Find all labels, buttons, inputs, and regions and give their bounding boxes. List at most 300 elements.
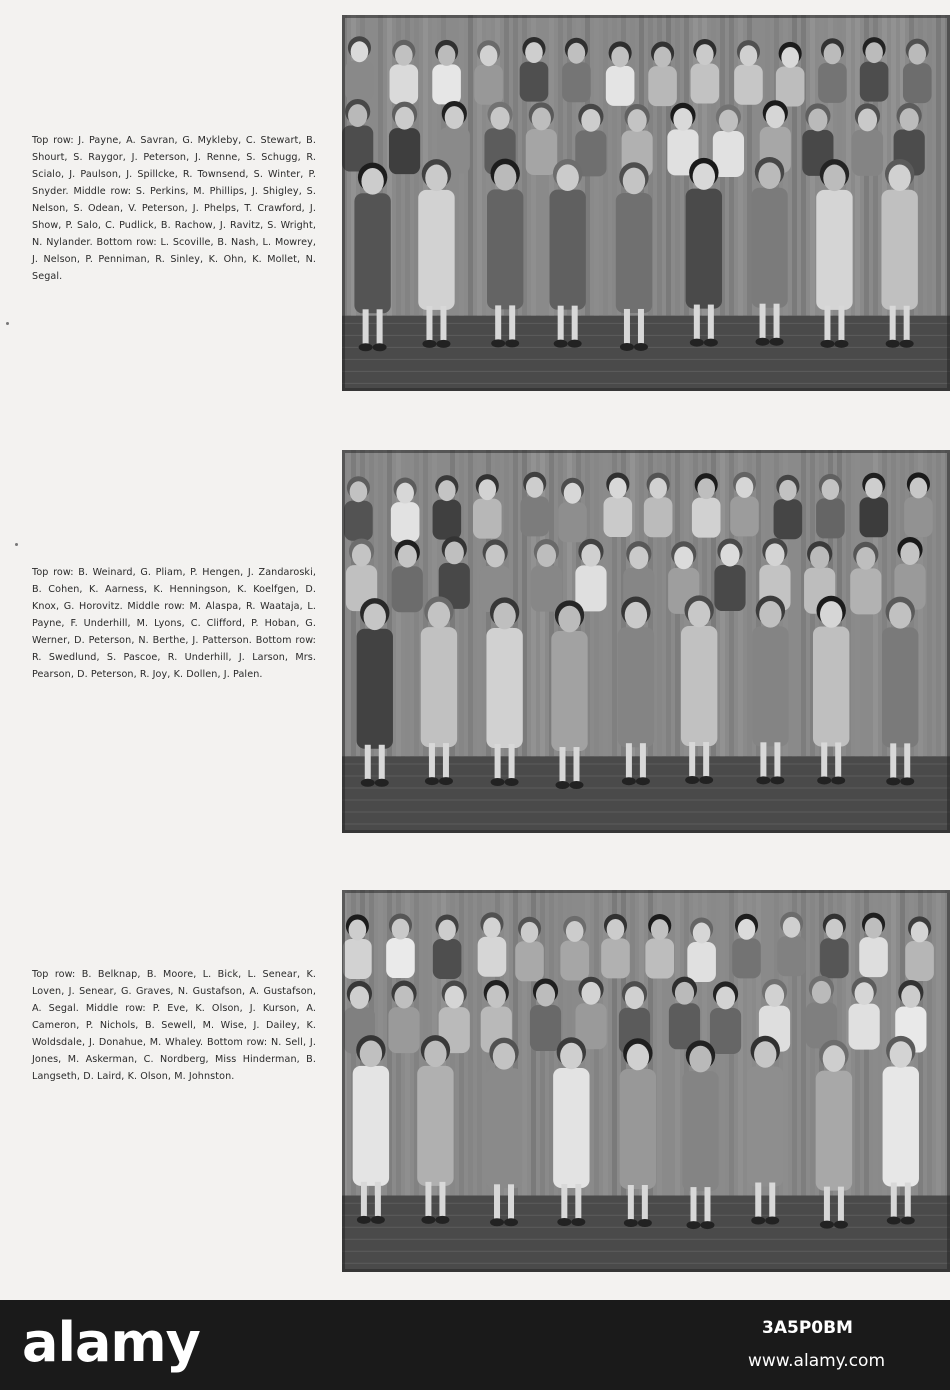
curtain-fold [927,450,932,756]
student-face [888,164,910,191]
student-face [900,542,919,565]
student-clothing [816,1071,852,1191]
student-face [889,602,911,629]
student-clothing [686,189,722,309]
student-shoe [568,340,582,348]
student-shoe [505,778,519,786]
image-id: 3A5P0BM [762,1318,853,1338]
student-face [901,985,920,1008]
student-clothing [681,626,717,746]
student-face [581,982,600,1005]
student-clothing [687,942,716,982]
student-leg [890,743,896,779]
student-leg [760,742,766,778]
student-clothing [644,497,673,537]
student-leg [624,309,630,345]
student-face [754,1041,776,1068]
student-leg [558,306,564,342]
student-clothing [531,566,562,612]
student-face [865,42,883,63]
student-face [360,1041,382,1068]
student-clothing [852,130,883,176]
student-shoe [831,776,845,784]
student-face [649,478,667,499]
student-shoe [820,340,834,348]
student-clothing [776,66,805,106]
student-clothing [752,626,788,746]
student-clothing [551,631,587,751]
curtain-fold [936,15,941,316]
student-clothing [820,938,849,978]
student-face [493,1043,515,1070]
student-leg [824,306,830,342]
student-face [908,44,926,65]
student-face [855,982,874,1005]
student-face [396,483,414,504]
student-shoe [636,777,650,785]
gym-floor [342,316,950,391]
student-face [483,917,501,938]
student-face [558,606,580,633]
student-face [900,108,919,131]
student-shoe [699,776,713,784]
student-clothing [774,499,803,539]
student-shoe [436,340,450,348]
caption-class-photo-1: Top row: J. Payne, A. Savran, G. Mykleby, C. Stewart, B. Shourt, S. Raygor, J. Peterson, J. Renne, S. Schugg, R. Scialo, J. Paulson, J. Spillcke, R. Townsend, S. Winter, P. Snyder. Middle row: S. Perkins, M. Phillips, J. Shigley, S. Nelson, S. Odean, V. Peterson, J. Phelps, T. Crawford, J. Show, P. Salo, C. Pudlick, B. Rachow, J. Ravitz, S. Wright, N. Nylander. Bottom row: L. Scoville, B. Nash, L. Mowrey, J. Nelson, P. Penniman, R. Sinley, K. Ohn, K. Mollet, N. Segal. [32,134,316,282]
student-shoe [375,779,389,787]
student-face [627,1044,649,1071]
student-clothing [692,498,721,538]
student-shoe [751,1217,765,1225]
curtain-fold [936,890,941,1196]
student-shoe [770,338,784,346]
student-leg [904,743,910,779]
print-speck [6,322,9,325]
student-face [607,919,625,940]
student-leg [509,744,515,780]
class-photo-3 [342,890,950,1272]
student-leg [774,742,780,778]
student-face [526,477,544,498]
student-face [758,162,780,189]
student-face [494,164,516,191]
student-shoe [770,776,784,784]
caption-class-photo-3: Top row: B. Belknap, B. Moore, L. Bick, L. Senear, K. Loven, J. Senear, G. Graves, N. Gustafson, A. Gustafson, A. Segal. Middle row: P. Eve, K. Olson, J. Kurson, A. Cameron, P. Nichols, B. Sewell, M. Wise, J. Dailey, K. Woldsdale, J. Donahue, M. Whaley. Bottom row: N. Sell, J. Jones, M. Askerman, C. Nordberg, Miss Hinderman, B. Langseth, D. Laird, K. Olson, M. Johnston. [32,968,316,1082]
student-leg [755,1183,761,1219]
student-leg [494,1184,500,1220]
student-clothing [474,65,503,105]
alamy-logo: alamy [22,1311,200,1374]
student-shoe [638,1219,652,1227]
student-leg [690,1187,696,1223]
student-clothing [526,129,557,175]
student-shoe [371,1216,385,1224]
student-face [395,107,414,130]
student-clothing [486,628,522,748]
student-face [783,917,801,938]
student-shoe [557,1218,571,1226]
student-clothing [732,938,761,978]
student-leg [429,743,435,779]
student-face [856,547,875,570]
student-clothing [682,1071,718,1191]
student-face [445,106,464,129]
student-shoe [357,1216,371,1224]
student-clothing [905,941,934,981]
curtain-fold [936,450,941,756]
student-clothing [473,499,502,539]
student-face [581,109,600,132]
student-face [395,45,413,66]
student-shoe [901,1217,915,1225]
student-face [438,480,456,501]
student-face [611,46,629,67]
student-face [688,601,710,628]
student-clothing [386,938,415,978]
student-leg [363,309,369,345]
student-leg [440,306,446,342]
student-clothing [560,940,589,980]
student-clothing [558,502,587,542]
student-clothing [691,64,720,104]
student-face [911,922,929,943]
student-face [564,483,582,504]
student-clothing [357,629,393,749]
student-face [696,44,714,65]
student-face [566,921,584,942]
student-clothing [818,63,847,103]
student-face [478,479,496,500]
student-face [736,477,754,498]
student-face [398,545,417,568]
student-clothing [777,936,806,976]
student-leg [574,747,580,783]
student-face [348,104,367,127]
student-face [823,165,845,192]
student-face [525,42,543,63]
student-shoe [491,339,505,347]
student-clothing [860,497,889,537]
student-face [865,478,883,499]
student-face [428,602,450,629]
student-clothing [813,626,849,746]
student-clothing [530,1005,561,1051]
student-face [810,546,829,569]
student-leg [905,1183,911,1219]
student-clothing [645,939,674,979]
student-shoe [690,339,704,347]
student-clothing [734,65,763,105]
student-leg [377,309,383,345]
student-face [651,919,669,940]
student-clothing [882,627,918,747]
student-shoe [900,340,914,348]
student-face [361,168,383,195]
student-leg [572,306,578,342]
student-clothing [859,937,888,977]
student-face [720,544,739,567]
student-shoe [490,1218,504,1226]
student-clothing [486,1068,522,1188]
student-face [654,47,672,68]
student-face [689,1046,711,1073]
student-leg [689,742,695,778]
student-face [910,478,928,499]
student-leg [628,1185,634,1221]
student-clothing [391,502,420,542]
student-face [824,43,842,64]
student-leg [379,745,385,781]
student-face [445,542,464,565]
student-face [536,984,555,1007]
student-leg [774,304,780,340]
student-shoe [900,777,914,785]
student-leg [509,305,515,341]
student-shoe [425,777,439,785]
student-shoe [505,339,519,347]
student-clothing [549,190,585,310]
student-clothing [392,566,423,612]
student-clothing [515,941,544,981]
student-face [490,107,509,130]
student-leg [575,1184,581,1220]
student-shoe [421,1216,435,1224]
student-face [487,985,506,1008]
student-face [865,918,883,939]
student-leg [361,1182,367,1218]
student-face [438,45,456,66]
curtain-fold [927,15,932,316]
student-face [425,165,447,192]
student-clothing [601,938,630,978]
student-face [537,544,556,567]
student-shoe [504,1218,518,1226]
student-shoe [422,340,436,348]
student-shoe [554,340,568,348]
student-face [765,543,784,566]
student-shoe [439,777,453,785]
student-face [673,108,692,131]
student-clothing [850,568,881,614]
student-clothing [478,937,507,977]
student-leg [560,747,566,783]
student-shoe [556,781,570,789]
student-clothing [616,193,652,313]
student-face [581,544,600,567]
student-clothing [849,1004,880,1050]
student-clothing [816,190,852,310]
student-face [693,923,711,944]
student-face [808,109,827,132]
student-face [350,481,368,502]
student-face [716,987,735,1010]
student-shoe [817,776,831,784]
student-leg [642,1185,648,1221]
student-clothing [606,66,635,106]
student-clothing [432,64,461,104]
student-face [351,41,369,62]
student-leg [904,306,910,342]
student-clothing [421,627,457,747]
student-clothing [487,189,523,309]
student-leg [495,744,501,780]
student-shoe [359,343,373,351]
student-clothing [904,497,933,537]
student-leg [375,1182,381,1218]
student-leg [426,306,432,342]
student-leg [561,1184,567,1220]
student-leg [708,305,714,341]
student-shoe [570,781,584,789]
student-shoe [685,776,699,784]
student-face [352,544,371,567]
student-clothing [433,500,462,540]
student-shoe [622,777,636,785]
class-photo-1 [342,15,950,391]
student-clothing [710,1008,741,1054]
student-clothing [747,1067,783,1187]
student-leg [626,743,632,779]
student-shoe [834,1221,848,1229]
student-leg [824,1187,830,1223]
student-face [823,1045,845,1072]
student-shoe [361,779,375,787]
student-face [568,43,586,64]
student-clothing [389,128,420,174]
student-face [623,168,645,195]
student-leg [821,742,827,778]
student-clothing [881,190,917,310]
student-leg [640,743,646,779]
student-shoe [820,1221,834,1229]
student-face [350,986,369,1009]
student-leg [443,743,449,779]
student-leg [439,1182,445,1218]
student-clothing [604,497,633,537]
student-clothing [344,501,373,541]
student-face [628,109,647,132]
student-face [766,105,785,128]
student-shoe [887,1217,901,1225]
student-face [738,919,756,940]
student-leg [835,742,841,778]
student-face [779,480,797,501]
student-face [697,478,715,499]
student-face [675,982,694,1005]
student-clothing [620,1069,656,1189]
student-clothing [816,498,845,538]
student-clothing [575,565,606,611]
student-face [560,1043,582,1070]
student-clothing [354,193,390,313]
student-face [629,546,648,569]
student-shoe [834,340,848,348]
student-clothing [388,1007,419,1053]
student-face [820,601,842,628]
student-shoe [624,1219,638,1227]
student-face [625,986,644,1009]
student-face [438,920,456,941]
student-clothing [648,66,677,106]
student-face [486,545,505,568]
student-leg [703,742,709,778]
student-face [349,920,367,941]
student-shoe [886,340,900,348]
student-clothing [417,1066,453,1186]
student-face [609,478,627,499]
site-url: www.alamy.com [748,1351,886,1371]
student-shoe [686,1221,700,1229]
student-face [781,47,799,68]
student-face [765,984,784,1007]
student-face [392,919,410,940]
student-clothing [751,188,787,308]
student-leg [508,1184,514,1220]
student-face [890,1041,912,1068]
student-face [532,108,551,131]
student-face [693,163,715,190]
student-face [812,981,831,1004]
student-clothing [353,1066,389,1186]
student-shoe [620,343,634,351]
student-clothing [714,565,745,611]
student-shoe [435,1216,449,1224]
student-leg [838,1187,844,1223]
student-shoe [756,338,770,346]
student-leg [838,306,844,342]
student-clothing [343,939,372,979]
student-shoe [704,339,718,347]
student-clothing [562,62,591,102]
student-face [625,602,647,629]
student-shoe [756,776,770,784]
student-face [394,986,413,1009]
student-clothing [433,939,462,979]
student-leg [769,1183,775,1219]
student-leg [891,1183,897,1219]
student-shoe [634,343,648,351]
student-face [719,110,738,133]
student-face [480,45,498,66]
student-face [521,922,539,943]
student-shoe [571,1218,585,1226]
student-clothing [418,190,454,310]
student-shoe [765,1217,779,1225]
student-shoe [886,777,900,785]
student-shoe [700,1221,714,1229]
student-leg [694,305,700,341]
student-clothing [390,64,419,104]
student-face [740,45,758,66]
student-face [556,164,578,191]
student-leg [704,1187,710,1223]
student-clothing [345,61,374,101]
student-face [445,986,464,1009]
student-leg [890,306,896,342]
student-face [493,603,515,630]
student-face [364,603,386,630]
student-face [858,109,877,132]
student-leg [495,305,501,341]
student-face [822,479,840,500]
curtain-fold [801,890,806,1196]
student-leg [425,1182,431,1218]
student-clothing [553,1068,589,1188]
student-clothing [883,1067,919,1187]
caption-class-photo-2: Top row: B. Weinard, G. Pliam, P. Hengen, J. Zandaroski, B. Cohen, K. Aarness, K. Henningson, K. Koelfgen, D. Knox, G. Horovitz. Middle row: M. Alaspa, R. Waataja, L. Payne, F. Underhill, M. Lyons, C. Clifford, P. Hoban, G. Werner, D. Peterson, N. Berthe, J. Patterson. Bottom row: R. Swedlund, S. Pascoe, R. Underhill, J. Larson, Mrs. Pearson, D. Peterson, R. Joy, K. Dollen, J. Palen. [32,566,316,680]
print-speck [15,543,18,546]
student-face [674,546,693,569]
